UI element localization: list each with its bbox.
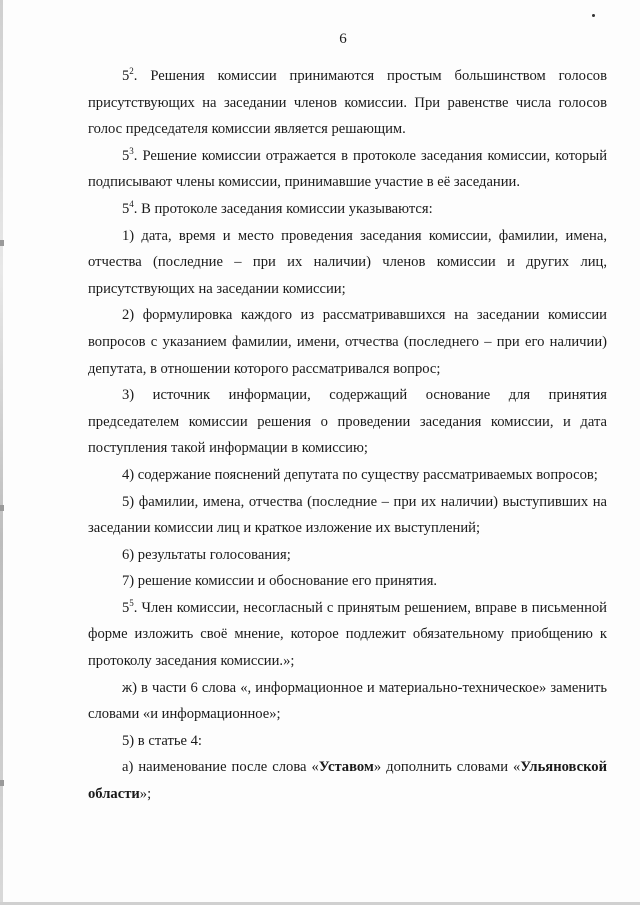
bold-term: Ульяновской области xyxy=(88,759,608,803)
paragraph-5-4: $5^4$. В протоколе заседания комиссии указываются: xyxy=(122,199,433,217)
list-item-4: 4) содержание пояснений депутата по существу рассматриваемых вопросов; xyxy=(122,466,598,483)
paragraph-5-3: $5^3$. Решение комиссии отражается в протоколе заседания комиссии, который подписывают члены комиссии, принимавшие участие в её заседании. xyxy=(88,145,607,191)
bold-term: Уставом xyxy=(318,759,374,776)
page-number: 6 xyxy=(339,31,347,47)
scan-speck xyxy=(592,14,595,17)
amendment-a: а) наименование после слова «Уставом» дополнить словами «Ульяновской области»; xyxy=(88,759,608,803)
paragraph-5-2: $5^2$. Решения комиссии принимаются простым большинством голосов присутствующих на заседании членов комиссии. При равенстве числа голосов голос председателя комиссии является решающим. xyxy=(88,66,607,138)
list-item-7: 7) решение комиссии и обоснование его принятия. xyxy=(122,573,438,590)
list-item-1: 1) дата, время и место проведения заседания комиссии, фамилии, имена, отчества (последние – при их наличии) членов комиссии и других лиц, присутствующих на заседании комиссии; xyxy=(88,227,607,297)
list-item-5: 5) фамилии, имена, отчества (последние – при их наличии) выступивших на заседании комиссии лиц и краткое изложение их выступлений; xyxy=(88,493,607,537)
list-item-2: 2) формулировка каждого из рассматривавшихся на заседании комиссии вопросов с указанием фамилии, имени, отчества (последнего – при его наличии) депутата, в отношении которого рассматривался вопрос; xyxy=(88,307,607,377)
document-body xyxy=(88,63,607,808)
list-item-3: 3) источник информации, содержащий основание для принятия председателем комиссии решения о проведении заседания комиссии, и дата поступления такой информации в комиссию; xyxy=(88,387,607,457)
scan-edge-shadow xyxy=(0,0,3,905)
amendment-article-4: 5) в статье 4: xyxy=(122,732,202,749)
amendment-zh: ж) в части 6 слова «, информационное и материально-техническое» заменить словами «и информационное»; xyxy=(88,679,607,723)
paragraph-5-5: $5^5$. Член комиссии, несогласный с принятым решением, вправе в письменной форме изложить своё мнение, которое подлежит обязательному приобщению к протоколу заседания комиссии.»; xyxy=(88,598,607,670)
list-item-6: 6) результаты голосования; xyxy=(122,546,291,563)
